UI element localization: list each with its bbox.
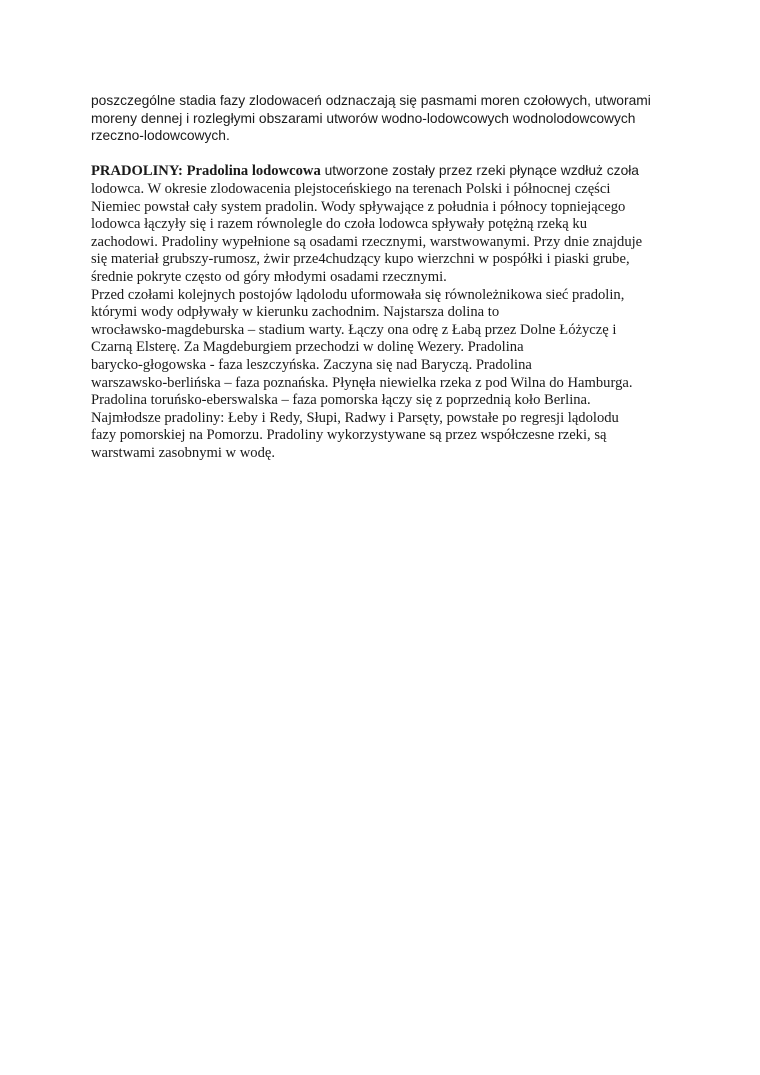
text-line: Przed czołami kolejnych postojów lądolodu uformowała się równoleżnikowa sieć pradolin, <box>91 286 625 303</box>
paragraph-spacer <box>91 145 681 163</box>
text-line: barycko-głogowska - faza leszczyńska. Zaczyna się nad Baryczą. Pradolina <box>91 356 532 373</box>
text-line: warstwami zasobnymi w wodę. <box>91 444 276 461</box>
text-line: zachodowi. Pradoliny wypełnione są osadami rzecznymi, warstwowanymi. Przy dnie znajduje <box>91 233 643 250</box>
document-body <box>91 92 681 462</box>
text-line: Pradolina toruńsko-eberswalska – faza pomorska łączy się z poprzednią koło Berlina. <box>91 392 591 409</box>
text-line: się materiał grubszy-rumosz, żwir prze4chudzący kupo wierzchni w pospółki i piaski grube, <box>91 251 630 268</box>
heading-bold-term: Pradolina lodowcowa <box>186 163 321 180</box>
text-line: lodowca. W okresie zlodowacenia plejstoceńskiego na terenach Polski i północnej części <box>91 180 611 197</box>
text-line <box>91 162 681 181</box>
text-line: średnie pokryte często od góry młodymi osadami rzecznymi. <box>91 268 447 285</box>
heading-term: PRADOLINY: <box>91 163 183 180</box>
heading-line-rest: utworzone zostały przez rzeki płynące wzdłuż czoła <box>320 163 639 179</box>
text-line: Najmłodsze pradoliny: Łeby i Redy, Słupi, Radwy i Parsęty, powstałe po regresji lądolodu <box>91 409 619 426</box>
text-line: Czarną Elsterę. Za Magdeburgiem przechodzi w dolinę Wezery. Pradolina <box>91 339 524 356</box>
text-line: wrocławsko-magdeburska – stadium warty. Łączy ona odrę z Łabą przez Dolne Łóżyczę i <box>91 321 617 338</box>
paragraph-pradoliny <box>91 162 681 286</box>
text-line: Niemiec powstał cały system pradolin. Wody spływające z południa i północy topniejącego <box>91 198 626 215</box>
text-line: moreny dennej i rozległymi obszarami utworów wodno-lodowcowych wodnolodowcowych <box>91 110 636 126</box>
text-line: którymi wody odpływały w kierunku zachodnim. Najstarsza dolina to <box>91 304 500 321</box>
text-line: warszawsko-berlińska – faza poznańska. Płynęła niewielka rzeka z pod Wilna do Hamburga. <box>91 374 633 391</box>
text-line: fazy pomorskiej na Pomorzu. Pradoliny wykorzystywane są przez współczesne rzeki, są <box>91 427 607 444</box>
paragraph-pradolin-network <box>91 287 681 463</box>
text-line: lodowca łączyły się i razem równolegle do czoła lodowca spływały potężną rzeką ku <box>91 216 587 233</box>
text-line: poszczególne stadia fazy zlodowaceń odznaczają się pasmami moren czołowych, utworami <box>91 93 651 108</box>
text-line: rzeczno-lodowcowych. <box>91 128 230 144</box>
paragraph-moraine-stages <box>91 92 681 145</box>
